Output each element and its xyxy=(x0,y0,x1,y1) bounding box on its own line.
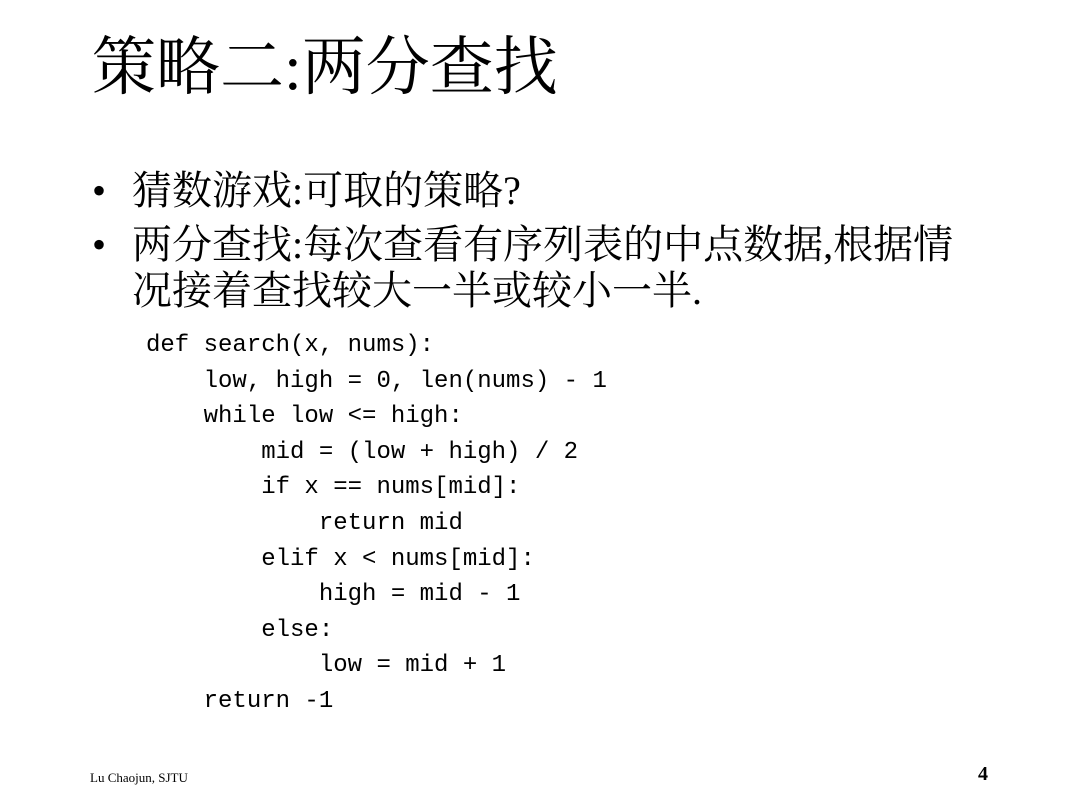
code-line: def search(x, nums): xyxy=(146,332,435,359)
bullet-text-guessing-game: 猜数游戏:可取的策略? xyxy=(132,168,521,213)
code-line: return mid xyxy=(146,509,463,537)
code-line: low = mid + 1 xyxy=(146,652,507,680)
bullet-item xyxy=(88,222,988,314)
code-line: low, high = 0, len(nums) - 1 xyxy=(146,367,607,395)
bullet-text-binary-search: 两分查找:每次查看有序列表的中点数据,根据情况接着查找较大一半或较小一半. xyxy=(132,222,954,313)
code-line: return -1 xyxy=(146,687,334,715)
code-line: if x == nums[mid]: xyxy=(146,474,521,502)
code-line: else: xyxy=(146,616,334,644)
bullet-list xyxy=(88,168,988,322)
page-number: 4 xyxy=(978,763,988,785)
code-line: high = mid - 1 xyxy=(146,581,521,609)
slide-title: 策略二:两分查找 xyxy=(92,32,558,103)
footer-author: Lu Chaojun, SJTU xyxy=(90,770,188,785)
bullet-item xyxy=(88,168,988,214)
bullet-marker: • xyxy=(92,222,107,267)
code-line: elif x < nums[mid]: xyxy=(146,545,535,573)
code-line: mid = (low + high) / 2 xyxy=(146,438,579,466)
code-line: while low <= high: xyxy=(146,403,463,431)
bullet-marker: • xyxy=(92,168,107,213)
code-block xyxy=(146,328,607,720)
